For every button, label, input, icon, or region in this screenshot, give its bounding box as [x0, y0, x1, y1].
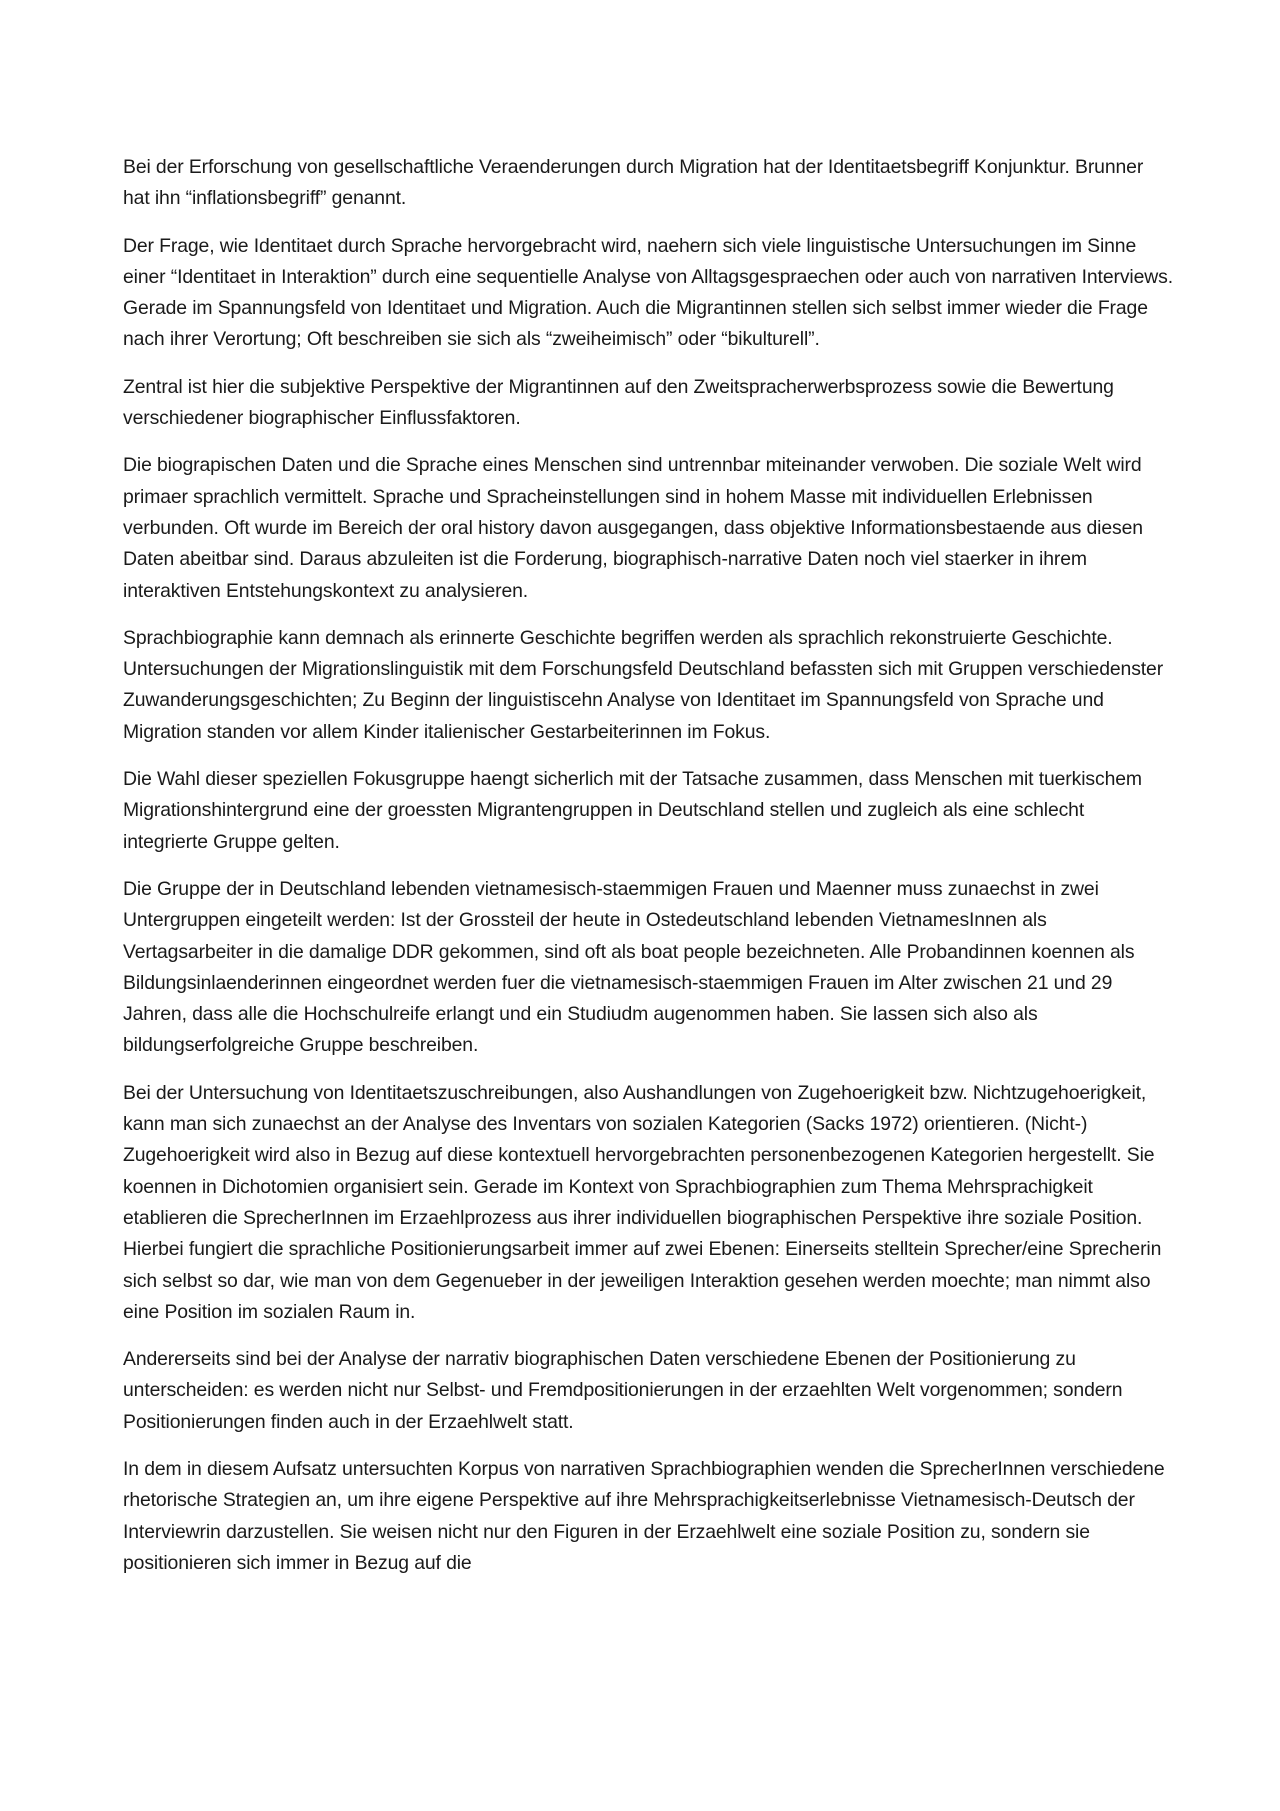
- paragraph: Die Gruppe der in Deutschland lebenden vietnamesisch-staemmigen Frauen und Maenner muss zunaechst in zwei Untergruppen eingeteilt werden: Ist der Grossteil der heute in Ostedeutschland lebenden VietnamesInnen als Vertagsarbeiter in die damalige DDR gekommen, sind oft als boat people bezeichneten. Alle Probandinnen koennen als Bildungsinlaenderinnen eingeordnet werden fuer die vietnamesisch-staemmigen Frauen im Alter zwischen 21 und 29 Jahren, dass alle die Hochschulreife erlangt und ein Studiudm augenommen haben. Sie lassen sich also als bildungserfolgreiche Gruppe beschreiben.: [123, 877, 1135, 1057]
- paragraph: Bei der Untersuchung von Identitaetszuschreibungen, also Aushandlungen von Zugehoerigkeit bzw. Nichtzugehoerigkeit, kann man sich zunaechst an der Analyse des Inventars von sozialen Kategorien (Sacks 1972) orientieren. (Nicht-) Zugehoerigkeit wird also in Bezug auf diese kontextuell hervorgebrachten personenbezogenen Kategorien hergestellt. Sie koennen in Dichotomien organisiert sein. Gerade im Kontext von Sprachbiographien zum Thema Mehrsprachigkeit etablieren die SprecherInnen im Erzaehlprozess aus ihrer individuellen biographischen Perspektive ihre soziale Position. Hierbei fungiert die sprachliche Positionierungsarbeit immer auf zwei Ebenen: Einerseits stelltein Sprecher/eine Sprecherin sich selbst so dar, wie man von dem Gegenueber in der jeweiligen Interaktion gesehen werden moechte; man nimmt also eine Position im sozialen Raum in.: [123, 1081, 1162, 1323]
- paragraph: Die Wahl dieser speziellen Fokusgruppe haengt sicherlich mit der Tatsache zusammen, dass Menschen mit tuerkischem Migrationshintergrund eine der groessten Migrantengruppen in Deutschland stellen und zugleich als eine schlecht integrierte Gruppe gelten.: [123, 768, 1142, 853]
- paragraph: Andererseits sind bei der Analyse der narrativ biographischen Daten verschiedene Ebenen der Positionierung zu unterscheiden: es werden nicht nur Selbst- und Fremdpositionierungen in der erzaehlten Welt vorgenommen; sondern Positionierungen finden auch in der Erzaehlwelt statt.: [123, 1348, 1123, 1433]
- paragraph: Die biograpischen Daten und die Sprache eines Menschen sind untrennbar miteinander verwoben. Die soziale Welt wird primaer sprachlich vermittelt. Sprache und Spracheinstellungen sind in hohem Masse mit individuellen Erlebnissen verbunden. Oft wurde im Bereich der oral history davon ausgegangen, dass objektive Informationsbestaende aus diesen Daten abeitbar sind. Daraus abzuleiten ist die Forderung, biographisch-narrative Daten noch viel staerker in ihrem interaktiven Entstehungskontext zu analysieren.: [123, 454, 1143, 602]
- paragraph: Bei der Erforschung von gesellschaftliche Veraenderungen durch Migration hat der Identitaetsbegriff Konjunktur. Brunner hat ihn “inflationsbegriff” genannt.: [123, 156, 1144, 210]
- paragraph: In dem in diesem Aufsatz untersuchten Korpus von narrativen Sprachbiographien wenden die SprecherInnen verschiedene rhetorische Strategien an, um ihre eigene Perspektive auf ihre Mehrsprachigkeitserlebnisse Vietnamesisch-Deutsch der Interviewrin darzustellen. Sie weisen nicht nur den Figuren in der Erzaehlwelt eine soziale Position zu, sondern sie positionieren sich immer in Bezug auf die: [123, 1457, 1165, 1574]
- document-body: [123, 152, 1173, 1595]
- paragraph: Der Frage, wie Identitaet durch Sprache hervorgebracht wird, naehern sich viele linguistische Untersuchungen im Sinne einer “Identitaet in Interaktion” durch eine sequentielle Analyse von Alltagsgespraechen oder auch von narrativen Interviews. Gerade im Spannungsfeld von Identitaet und Migration. Auch die Migrantinnen stellen sich selbst immer wieder die Frage nach ihrer Verortung; Oft beschreiben sie sich als “zweiheimisch” oder “bikulturell”.: [123, 234, 1173, 351]
- paragraph: Sprachbiographie kann demnach als erinnerte Geschichte begriffen werden als sprachlich rekonstruierte Geschichte. Untersuchungen der Migrationslinguistik mit dem Forschungsfeld Deutschland befassten sich mit Gruppen verschiedenster Zuwanderungsgeschichten; Zu Beginn der linguistiscehn Analyse von Identitaet im Spannungsfeld von Sprache und Migration standen vor allem Kinder italienischer Gestarbeiterinnen im Fokus.: [123, 626, 1164, 743]
- paragraph: Zentral ist hier die subjektive Perspektive der Migrantinnen auf den Zweitspracherwerbsprozess sowie die Bewertung verschiedener biographischer Einflussfaktoren.: [123, 375, 1114, 430]
